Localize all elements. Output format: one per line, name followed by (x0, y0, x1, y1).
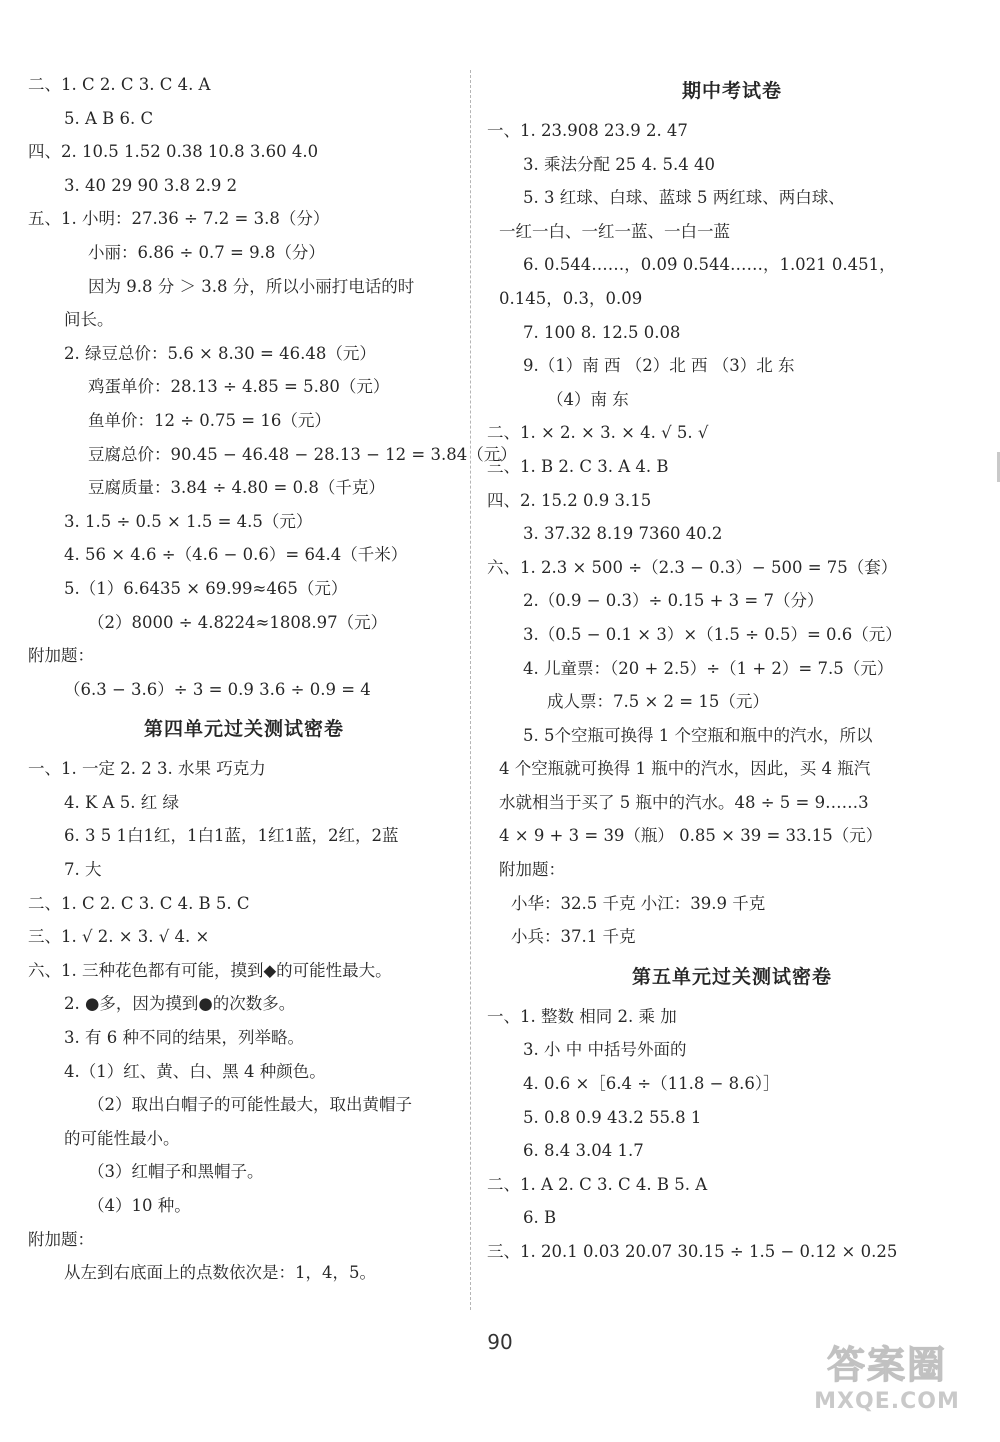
answer-line: 二、1. A 2. C 3. C 4. B 5. A (487, 1174, 708, 1194)
answer-line: 二、1. × 2. × 3. × 4. √ 5. √ (487, 423, 709, 443)
answer-line: 7. 100 8. 12.5 0.08 (523, 322, 681, 342)
answer-line: 4. 0.6 ×［6.4 ÷（11.8 − 8.6）］ (523, 1074, 780, 1094)
answer-line: 4. 儿童票：（20 + 2.5）÷（1 + 2）= 7.5（元） (523, 658, 894, 678)
answer-line: 0.145，0.3，0.0̇9̇ (499, 288, 643, 308)
answer-line: 四、2. 15.2 0.9 3.15 (487, 490, 652, 510)
bonus-label: 附加题： (28, 646, 94, 666)
bonus-label: 附加题： (28, 1229, 94, 1249)
answer-line: 小华：32.5 千克 小江：39.9 千克 (511, 893, 766, 913)
answer-line: 成人票：7.5 × 2 = 15（元） (547, 692, 769, 712)
answer-line: （4）南 东 (547, 389, 629, 409)
answer-line: 2. ●多，因为摸到●的次数多。 (64, 994, 296, 1014)
answer-line: 5. 3 红球、白球、蓝球 5 两红球、两白球、 (523, 188, 845, 208)
answer-line: 三、1. √ 2. × 3. √ 4. × (28, 927, 210, 947)
answer-line: 4.（1）红、黄、白、黑 4 种颜色。 (64, 1061, 326, 1081)
answer-line: 2. 绿豆总价：5.6 × 8.30 = 46.48（元） (64, 343, 376, 363)
answer-line: 五、1. 小明：27.36 ÷ 7.2 = 3.8（分） (28, 209, 330, 229)
watermark-url: MXQE.COM (814, 1389, 960, 1414)
answer-line: 3. 40 29 90 3.8 2.9 2 (64, 175, 238, 195)
answer-line: 四、2. 10.5 1.52 0.38 10.8 3.60 4.0 (28, 142, 319, 162)
answer-line: 5. A B 6. C (64, 108, 154, 128)
watermark-logo (792, 1334, 982, 1434)
answer-line: （3）红帽子和黑帽子。 (88, 1162, 264, 1182)
left-column (28, 68, 517, 1290)
answer-line: （4）10 种。 (88, 1196, 191, 1215)
answer-line: 6. 0.544……，0.0̇9̇ 0.544……，1.021 0.451， (523, 255, 896, 275)
answer-line: 豆腐质量：3.84 ÷ 4.80 = 0.8（千克） (88, 478, 385, 498)
answer-line: 鱼单价：12 ÷ 0.75 = 16（元） (88, 410, 331, 430)
answer-line: 4. K A 5. 红 绿 (64, 792, 179, 812)
answer-line: 2.（0.9 − 0.3）÷ 0.15 + 3 = 7（分） (523, 591, 824, 611)
answer-line: 小丽：6.86 ÷ 0.7 = 9.8（分） (88, 242, 325, 262)
page-number: 90 (487, 1330, 513, 1354)
answer-line: 一红一白、一红一蓝、一白一蓝 (499, 221, 730, 241)
answer-line: （2）取出白帽子的可能性最大，取出黄帽子 (88, 1095, 412, 1115)
answer-line: 水就相当于买了 5 瓶中的汽水。48 ÷ 5 = 9……3 (499, 792, 869, 812)
answer-line: 6. 3 5 1白1红，1白1蓝，1红1蓝，2红，2蓝 (64, 826, 399, 846)
answer-line: 3.（0.5 − 0.1 × 3）×（1.5 ÷ 0.5）= 0.6（元） (523, 624, 902, 644)
answer-line: 三、1. B 2. C 3. A 4. B (487, 456, 669, 476)
answer-line: （6.3 − 3.6）÷ 3 = 0.9 3.6 ÷ 0.9 = 4 (64, 679, 371, 699)
answer-line: 3. 1.5 ÷ 0.5 × 1.5 = 4.5（元） (64, 511, 313, 531)
answer-line: 豆腐总价：90.45 − 46.48 − 28.13 − 12 = 3.84（元） (88, 444, 517, 464)
answer-line: 一、1. 一定 2. 2 3. 水果 巧克力 (28, 759, 266, 779)
answer-line: 小兵：37.1 千克 (511, 927, 636, 947)
answer-line: （2）8000 ÷ 4.8224≈1808.97（元） (88, 612, 388, 632)
answer-line: 7. 大 (64, 860, 102, 880)
answer-line: 间长。 (64, 310, 114, 330)
answer-line: 3. 有 6 种不同的结果，列举略。 (64, 1028, 304, 1048)
answer-line: 5. 0.8 0.9 43.2 55.8 1 (523, 1107, 702, 1127)
answer-line: 一、1. 整数 相同 2. 乘 加 (487, 1006, 677, 1026)
answer-line: 5.（1）6.6435 × 69.99≈465（元） (64, 578, 348, 598)
answer-line: 9.（1）南 西 （2）北 西 （3）北 东 (523, 356, 795, 376)
answer-line: 的可能性最小。 (64, 1128, 180, 1148)
right-column (487, 68, 977, 1269)
answer-line: 二、1. C 2. C 3. C 4. A (28, 75, 211, 94)
answer-line: 从左到右底面上的点数依次是：1，4，5。 (64, 1263, 376, 1283)
answer-line: 3. 小 中 中括号外面的 (523, 1040, 687, 1060)
answer-line: 鸡蛋单价：28.13 ÷ 4.85 = 5.80（元） (88, 377, 390, 397)
answer-line: 5. 5个空瓶可换得 1 个空瓶和瓶中的汽水，所以 (523, 725, 873, 745)
answer-line: 4 个空瓶就可换得 1 瓶中的汽水，因此，买 4 瓶汽 (499, 759, 871, 779)
answer-line: 3. 37.32 8.19 7360 40.2 (523, 524, 723, 544)
watermark-title: 答案圈 (826, 1343, 947, 1387)
answer-line: 因为 9.8 分 ＞ 3.8 分，所以小丽打电话的时 (88, 276, 415, 296)
bonus-label: 附加题： (499, 860, 565, 880)
section-title-midterm: 期中考试卷 (681, 80, 782, 102)
column-divider (470, 70, 471, 1310)
answer-line: 三、1. 20.1 0.03 20.07 30.15 ÷ 1.5 − 0.12 × 0.25 (487, 1242, 898, 1261)
answer-line: 4 × 9 + 3 = 39（瓶） 0.85 × 39 = 33.15（元） (499, 826, 883, 846)
answer-line: 4. 56 × 4.6 ÷（4.6 − 0.6）= 64.4（千米） (64, 545, 408, 565)
answer-line: 6. B (523, 1208, 557, 1228)
answer-line: 一、1. 23.908 23.9 2. 47 (487, 121, 688, 140)
answer-line: 二、1. C 2. C 3. C 4. B 5. C (28, 893, 250, 913)
answer-line: 6. 8.4 3.04 1.7 (523, 1141, 644, 1161)
answer-line: 六、1. 2.3 × 500 ÷（2.3 − 0.3）− 500 = 75（套） (487, 557, 898, 577)
answer-line: 六、1. 三种花色都有可能，摸到◆的可能性最大。 (28, 960, 392, 980)
answer-line: 3. 乘法分配 25 4. 5.4 40 (523, 154, 715, 174)
section-title-unit4: 第四单元过关测试密卷 (143, 718, 344, 741)
section-title-unit5: 第五单元过关测试密卷 (631, 965, 832, 988)
